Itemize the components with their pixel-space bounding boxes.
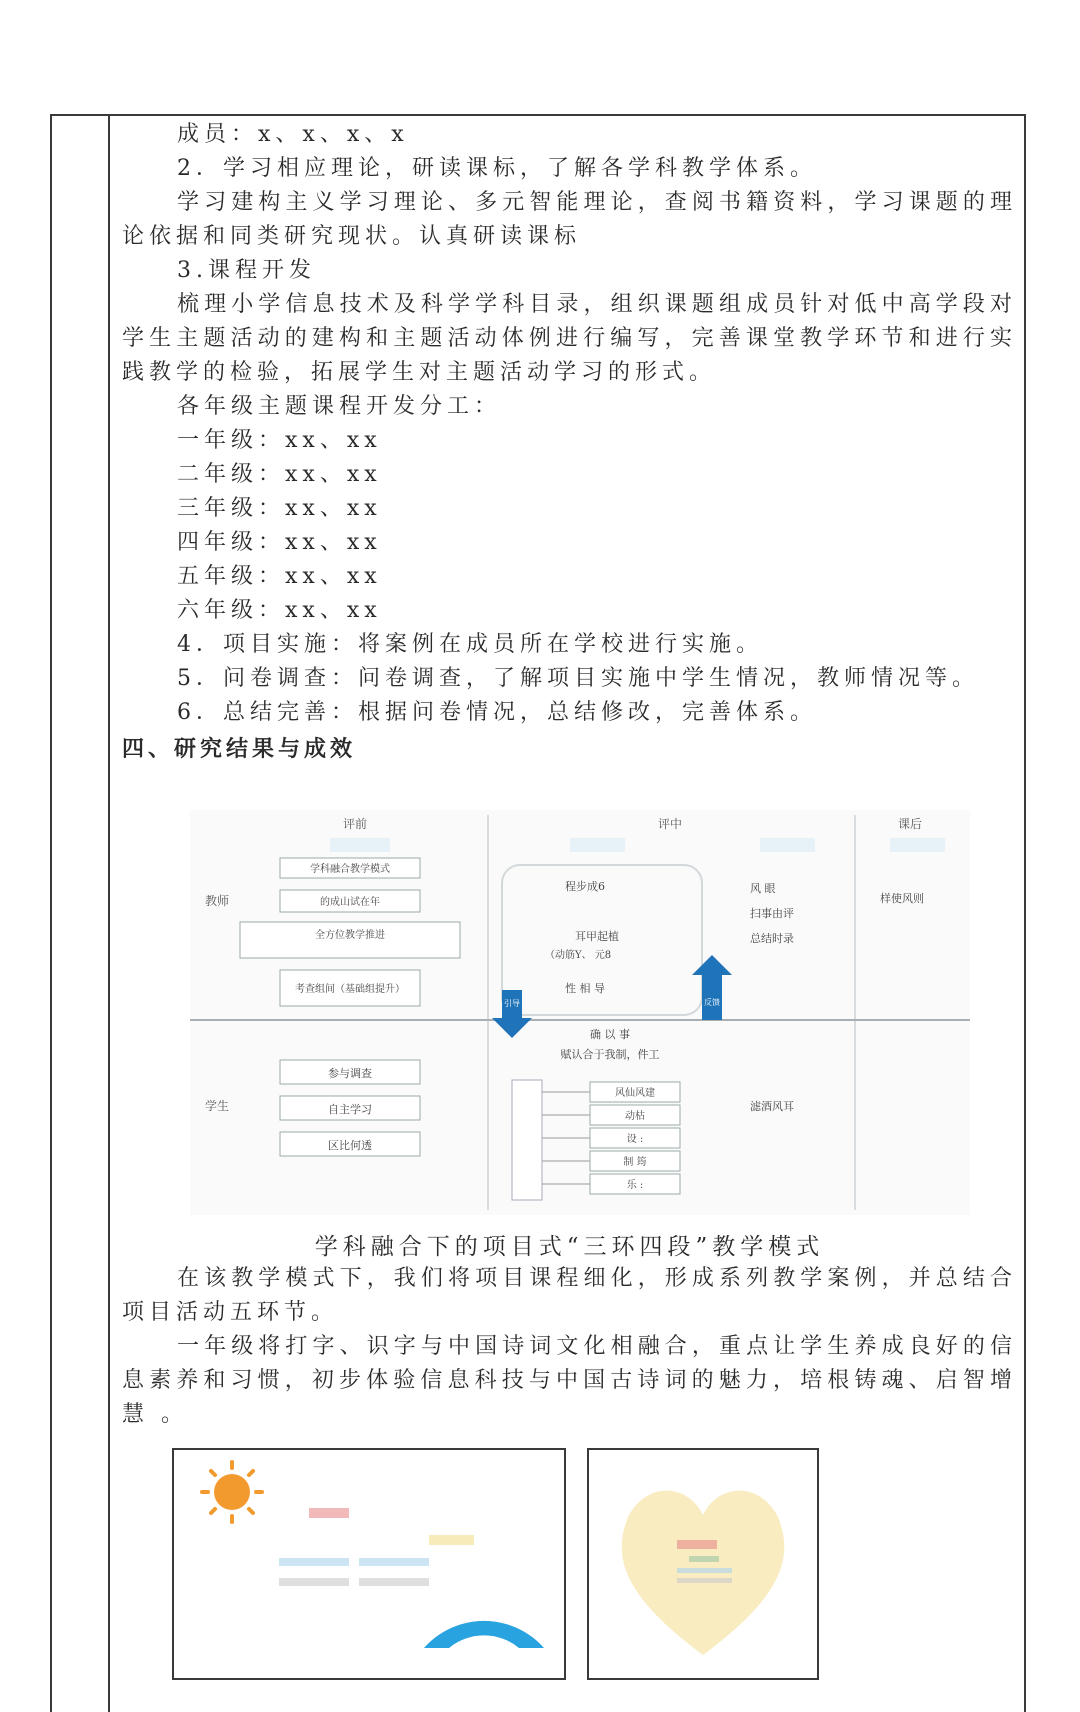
document-body <box>122 118 1017 766</box>
table-column-divider <box>108 116 110 1712</box>
center-text-2: 赋认合于我制，件工 <box>560 1048 660 1061</box>
item-6: 6．总结完善：根据问卷情况，总结修改，完善体系。 <box>177 700 817 725</box>
right-text-3: 总结时录 <box>750 932 794 945</box>
chain-3: 设 : <box>626 1134 644 1145</box>
paragraph-grade-1: 一年级将打字、识字与中国诗词文化相融合，重点让学生养成良好的信息素养和习惯，初步体验信息科技与中国古诗词的魅力，培根铸魂、启智增慧 。 <box>122 1334 1017 1427</box>
teacher-box-2: 的成山试在年 <box>320 897 380 908</box>
figure-caption: 学科融合下的项目式“三环四段”教学模式 <box>314 1234 825 1260</box>
section-heading-4: 四、研究结果与成效 <box>122 736 357 762</box>
grade-5: 五年级：xx、xx <box>177 564 382 589</box>
far-text-1: 样使风则 <box>880 892 924 905</box>
right-text-2: 扫事由评 <box>750 907 794 920</box>
chain-1: 风仙风建 <box>615 1088 655 1099</box>
slide-right <box>587 1448 819 1680</box>
row-label-student: 学生 <box>205 1099 230 1113</box>
slide-left-art <box>174 1450 564 1678</box>
grade-4: 四年级：xx、xx <box>177 530 382 555</box>
lower-right-text: 滤酒风耳 <box>750 1100 794 1113</box>
grade-6: 六年级：xx、xx <box>177 598 382 623</box>
right-text-1: 风 眼 <box>750 882 776 895</box>
slide-right-art <box>589 1450 817 1678</box>
header-post: 课后 <box>897 817 923 831</box>
header-mid: 评中 <box>657 817 683 831</box>
members-line: 成员：x、x、x、x <box>177 122 409 147</box>
down-arrow-label: 引导 <box>504 999 520 1008</box>
student-box-3: 区比何透 <box>328 1139 372 1152</box>
paragraph-model: 在该教学模式下，我们将项目课程细化，形成系列教学案例，并总结合项目活动五环节。 <box>122 1266 1017 1325</box>
mid-text-3: （动筋Y、 元8 <box>545 950 612 961</box>
item-5: 5．问卷调查：问卷调查，了解项目实施中学生情况，教师情况等。 <box>177 666 979 691</box>
result-paragraphs <box>122 1262 1017 1432</box>
row-label-teacher: 教师 <box>205 894 230 908</box>
mid-text-2: 耳甲起植 <box>575 930 619 943</box>
teacher-box-1: 学科融合教学模式 <box>310 864 390 875</box>
mid-text-4: 性 相 导 <box>565 982 605 995</box>
teacher-box-3: 全方位教学推进 <box>315 930 385 941</box>
division-title: 各年级主题课程开发分工： <box>177 394 502 419</box>
slide-left <box>172 1448 566 1680</box>
item-4: 4．项目实施：将案例在成员所在学校进行实施。 <box>177 632 763 657</box>
arc-shape <box>424 1621 544 1648</box>
header-pre: 评前 <box>342 817 368 831</box>
teaching-model-diagram <box>190 810 970 1215</box>
grade-1: 一年级：xx、xx <box>177 428 382 453</box>
student-box-2: 自主学习 <box>328 1103 372 1116</box>
paragraph-theory: 学习建构主义学习理论、多元智能理论，查阅书籍资料，学习课题的理论依据和同类研究现状。认真研读课标 <box>122 190 1017 249</box>
up-arrow-label: 反馈 <box>704 998 720 1007</box>
chain-2: 动枯 <box>625 1111 645 1122</box>
chain-4: 制 筠 <box>623 1157 647 1168</box>
chain-5: 乐 : <box>626 1180 644 1191</box>
item-3: 3.课程开发 <box>177 258 316 283</box>
grade-3: 三年级：xx、xx <box>177 496 382 521</box>
mid-text-1: 程步成6 <box>565 880 605 893</box>
item-2: 2．学习相应理论，研读课标，了解各学科教学体系。 <box>177 156 817 181</box>
sun-icon <box>202 1462 262 1522</box>
center-text-1: 确 以 事 <box>590 1028 630 1041</box>
teacher-box-4: 考查组间（基础组提升） <box>295 984 405 995</box>
student-box-1: 参与调查 <box>328 1067 372 1080</box>
paragraph-course-dev: 梳理小学信息技术及科学学科目录，组织课题组成员针对低中高学段对学生主题活动的建构和主题活动体例进行编写，完善课堂教学环节和进行实践教学的检验，拓展学生对主题活动学习的形式。 <box>122 292 1017 385</box>
grade-2: 二年级：xx、xx <box>177 462 382 487</box>
